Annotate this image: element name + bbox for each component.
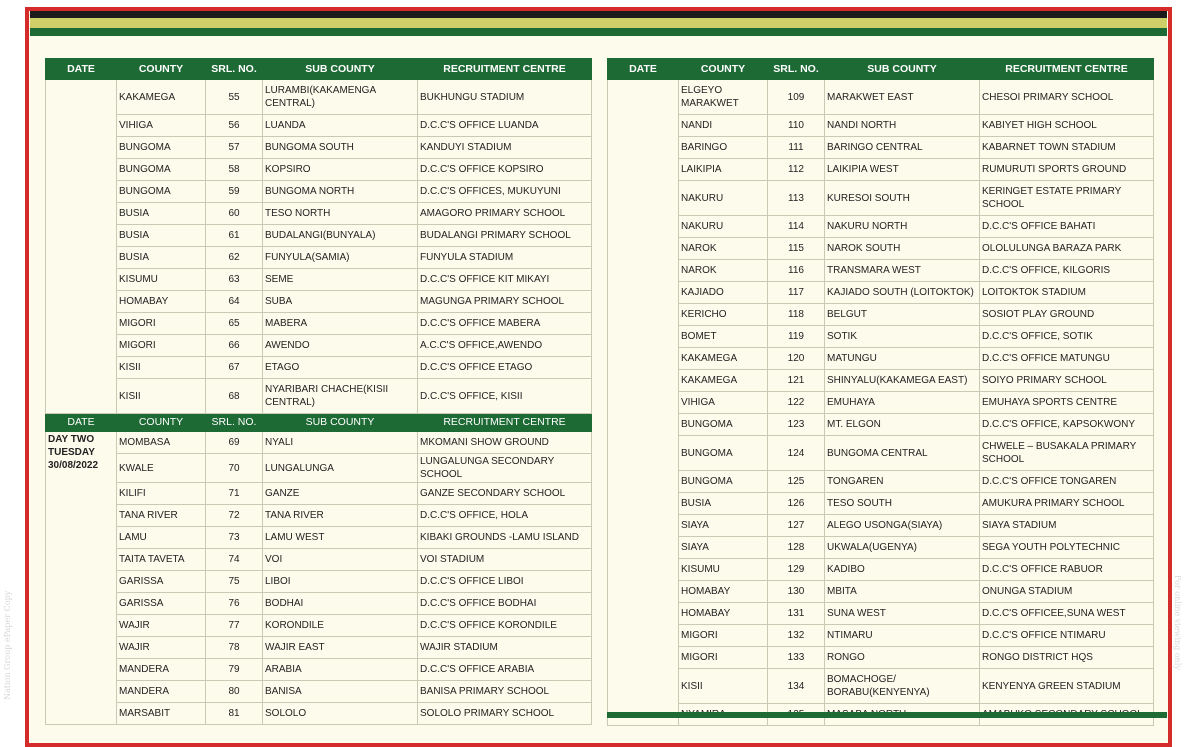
table-row [608,115,1154,137]
county-cell: MIGORI [117,335,206,357]
sub-county-cell: LURAMBI(KAKAMENGA CENTRAL) [263,80,418,115]
date-cell [46,432,117,725]
srl-cell: 63 [206,269,263,291]
left-recruitment-table [45,58,592,725]
sub-county-cell: BARINGO CENTRAL [825,137,980,159]
county-cell: NANDI [679,115,768,137]
header-srl: SRL. NO. [768,59,825,80]
srl-cell: 110 [768,115,825,137]
srl-cell: 126 [768,493,825,515]
table-row [608,181,1154,216]
srl-cell: 75 [206,571,263,593]
table-row [608,326,1154,348]
srl-cell: 114 [768,216,825,238]
srl-cell: 118 [768,304,825,326]
county-cell: KISII [117,357,206,379]
centre-cell: D.C.C'S OFFICE BAHATI [980,216,1154,238]
county-cell: KAKAMEGA [117,80,206,115]
header-centre: RECRUITMENT CENTRE [980,59,1154,80]
srl-cell: 69 [206,432,263,454]
srl-cell: 134 [768,669,825,704]
table-row [46,659,592,681]
srl-cell: 71 [206,483,263,505]
sub-county-cell: GANZE [263,483,418,505]
sub-county-cell: MABERA [263,313,418,335]
srl-cell: 111 [768,137,825,159]
table-row [608,282,1154,304]
table-row [46,291,592,313]
srl-cell: 65 [206,313,263,335]
sub-county-cell: SOLOLO [263,703,418,725]
centre-cell: MAGUNGA PRIMARY SCHOOL [418,291,592,313]
table-row [608,216,1154,238]
srl-cell: 77 [206,615,263,637]
sub-county-cell: ALEGO USONGA(SIAYA) [825,515,980,537]
table-row [608,436,1154,471]
table-row [608,159,1154,181]
county-cell: KAKAMEGA [679,370,768,392]
county-cell: KAJIADO [679,282,768,304]
srl-cell: 128 [768,537,825,559]
centre-cell: D.C.C'S OFFICE TONGAREN [980,471,1154,493]
srl-cell: 80 [206,681,263,703]
header-srl: SRL. NO. [206,59,263,80]
srl-cell: 58 [206,159,263,181]
county-cell: BUSIA [117,203,206,225]
county-cell: WAJIR [117,615,206,637]
srl-cell: 116 [768,260,825,282]
county-cell: MOMBASA [117,432,206,454]
sub-county-cell: ETAGO [263,357,418,379]
centre-cell: SOIYO PRIMARY SCHOOL [980,370,1154,392]
srl-cell: 125 [768,471,825,493]
table-row [46,247,592,269]
sub-county-cell: NYALI [263,432,418,454]
srl-cell: 112 [768,159,825,181]
bottom-green-bar [607,712,1167,718]
centre-cell: KIBAKI GROUNDS -LAMU ISLAND [418,527,592,549]
sub-county-cell: KAJIADO SOUTH (LOITOKTOK) [825,282,980,304]
centre-cell: D.C.C'S OFFICE ARABIA [418,659,592,681]
header-centre: RECRUITMENT CENTRE [418,59,592,80]
centre-cell: D.C.C'S OFFICE NTIMARU [980,625,1154,647]
srl-cell: 66 [206,335,263,357]
sub-county-cell: KORONDILE [263,615,418,637]
centre-cell: D.C.C'S OFFICE, HOLA [418,505,592,527]
table-row [608,625,1154,647]
sub-county-cell: UKWALA(UGENYA) [825,537,980,559]
county-cell: VIHIGA [679,392,768,414]
sub-county-cell: NYARIBARI CHACHE(KISII CENTRAL) [263,379,418,414]
table-row [46,593,592,615]
table-row [608,471,1154,493]
srl-cell: 73 [206,527,263,549]
sub-county-cell: KOPSIRO [263,159,418,181]
county-cell: LAIKIPIA [679,159,768,181]
srl-cell: 59 [206,181,263,203]
srl-cell: 130 [768,581,825,603]
table-row [46,313,592,335]
sub-county-cell: ARABIA [263,659,418,681]
table-row [46,181,592,203]
county-cell: BUSIA [679,493,768,515]
table-row [608,137,1154,159]
table-row [46,115,592,137]
header-county: COUNTY [117,414,206,432]
county-cell: LAMU [117,527,206,549]
county-cell: BOMET [679,326,768,348]
sub-county-cell: RONGO [825,647,980,669]
table-row [608,80,1154,115]
county-cell: KWALE [117,454,206,483]
sub-county-cell: TRANSMARA WEST [825,260,980,282]
county-cell: KILIFI [117,483,206,505]
table-row [608,669,1154,704]
county-cell: GARISSA [117,593,206,615]
county-cell: MIGORI [679,647,768,669]
centre-cell: KANDUYI STADIUM [418,137,592,159]
sub-county-cell: MATUNGU [825,348,980,370]
centre-cell: A.C.C'S OFFICE,AWENDO [418,335,592,357]
table-row [46,505,592,527]
srl-cell: 61 [206,225,263,247]
srl-cell: 131 [768,603,825,625]
centre-cell: D.C.C'S OFFICE KORONDILE [418,615,592,637]
table-row [46,681,592,703]
srl-cell: 124 [768,436,825,471]
srl-cell: 119 [768,326,825,348]
srl-cell: 120 [768,348,825,370]
county-cell: HOMABAY [117,291,206,313]
centre-cell: RUMURUTI SPORTS GROUND [980,159,1154,181]
county-cell: WAJIR [117,637,206,659]
centre-cell: D.C.C'S OFFICEE,SUNA WEST [980,603,1154,625]
table-header-row [608,59,1154,80]
county-cell: HOMABAY [679,603,768,625]
sub-county-cell: LUNGALUNGA [263,454,418,483]
table-row [608,414,1154,436]
centre-cell: D.C.C'S OFFICE LIBOI [418,571,592,593]
srl-cell: 60 [206,203,263,225]
centre-cell: AMUKURA PRIMARY SCHOOL [980,493,1154,515]
centre-cell: D.C.C'S OFFICES, MUKUYUNI [418,181,592,203]
srl-cell: 62 [206,247,263,269]
centre-cell: VOI STADIUM [418,549,592,571]
county-cell: BUSIA [117,225,206,247]
sub-county-cell: AWENDO [263,335,418,357]
county-cell: BUNGOMA [679,414,768,436]
sub-county-cell: KADIBO [825,559,980,581]
table-row [46,615,592,637]
sub-county-cell: SEME [263,269,418,291]
centre-cell: D.C.C'S OFFICE, KISII [418,379,592,414]
sub-county-cell: NANDI NORTH [825,115,980,137]
county-cell: MARSABIT [117,703,206,725]
date-cell [46,80,117,414]
county-cell: BUNGOMA [679,436,768,471]
centre-cell: KABARNET TOWN STADIUM [980,137,1154,159]
sub-county-cell: SUNA WEST [825,603,980,625]
date-label-line2: TUESDAY [48,447,95,458]
table-row [608,348,1154,370]
srl-cell: 55 [206,80,263,115]
centre-cell: MKOMANI SHOW GROUND [418,432,592,454]
county-cell: KAKAMEGA [679,348,768,370]
sub-county-cell: NAROK SOUTH [825,238,980,260]
date-label-line1: DAY TWO [48,434,95,445]
sub-county-cell: TONGAREN [825,471,980,493]
sub-county-cell: LIBOI [263,571,418,593]
centre-cell: KERINGET ESTATE PRIMARY SCHOOL [980,181,1154,216]
srl-cell: 79 [206,659,263,681]
centre-cell: KABIYET HIGH SCHOOL [980,115,1154,137]
centre-cell: EMUHAYA SPORTS CENTRE [980,392,1154,414]
header-sub-county: SUB COUNTY [263,59,418,80]
sub-county-cell: TANA RIVER [263,505,418,527]
top-stripe-black [30,11,1167,18]
county-cell: NAROK [679,238,768,260]
county-cell: GARISSA [117,571,206,593]
sub-county-cell: BOMACHOGE/ BORABU(KENYENYA) [825,669,980,704]
table-row [46,225,592,247]
table-row [46,549,592,571]
centre-cell: ONUNGA STADIUM [980,581,1154,603]
sub-county-cell: SHINYALU(KAKAMEGA EAST) [825,370,980,392]
county-cell: SIAYA [679,537,768,559]
header-srl: SRL. NO. [206,414,263,432]
table-row [608,392,1154,414]
srl-cell: 64 [206,291,263,313]
sub-county-cell: BUNGOMA NORTH [263,181,418,203]
table-row [46,454,592,483]
county-cell: KISII [679,669,768,704]
centre-cell: D.C.C'S OFFICE, KILGORIS [980,260,1154,282]
srl-cell: 109 [768,80,825,115]
srl-cell: 76 [206,593,263,615]
table-header-row [46,59,592,80]
sub-county-cell: VOI [263,549,418,571]
centre-cell: BANISA PRIMARY SCHOOL [418,681,592,703]
table-row [608,515,1154,537]
sub-county-cell: LUANDA [263,115,418,137]
county-cell: ELGEYO MARAKWET [679,80,768,115]
table-row [46,137,592,159]
centre-cell: AMAGORO PRIMARY SCHOOL [418,203,592,225]
table-row [46,703,592,725]
header-county: COUNTY [117,59,206,80]
table-row [608,304,1154,326]
table-row [46,203,592,225]
sub-county-cell: BUNGOMA SOUTH [263,137,418,159]
table-row [46,527,592,549]
srl-cell: 115 [768,238,825,260]
srl-cell: 129 [768,559,825,581]
table-row [46,80,592,115]
srl-cell: 113 [768,181,825,216]
sub-county-cell: BELGUT [825,304,980,326]
centre-cell: D.C.C'S OFFICE ETAGO [418,357,592,379]
county-cell: MANDERA [117,659,206,681]
sub-county-cell: KURESOI SOUTH [825,181,980,216]
srl-cell: 57 [206,137,263,159]
table-row [608,537,1154,559]
sub-county-cell: BUDALANGI(BUNYALA) [263,225,418,247]
county-cell: KERICHO [679,304,768,326]
header-county: COUNTY [679,59,768,80]
header-centre: RECRUITMENT CENTRE [418,414,592,432]
sub-county-cell: WAJIR EAST [263,637,418,659]
county-cell: MANDERA [117,681,206,703]
county-cell: BUNGOMA [117,137,206,159]
srl-cell: 72 [206,505,263,527]
county-cell: TANA RIVER [117,505,206,527]
sub-county-cell: TESO SOUTH [825,493,980,515]
sub-county-cell: MARAKWET EAST [825,80,980,115]
table-row [608,603,1154,625]
centre-cell: GANZE SECONDARY SCHOOL [418,483,592,505]
centre-cell: D.C.C'S OFFICE MATUNGU [980,348,1154,370]
sub-county-cell: SUBA [263,291,418,313]
table-row [608,260,1154,282]
table-row [46,357,592,379]
centre-cell: LUNGALUNGA SECONDARY SCHOOL [418,454,592,483]
county-cell: KISII [117,379,206,414]
centre-cell: WAJIR STADIUM [418,637,592,659]
sub-county-cell: SOTIK [825,326,980,348]
centre-cell: RONGO DISTRICT HQS [980,647,1154,669]
srl-cell: 132 [768,625,825,647]
centre-cell: SOLOLO PRIMARY SCHOOL [418,703,592,725]
centre-cell: D.C.C'S OFFICE KOPSIRO [418,159,592,181]
county-cell: NAKURU [679,216,768,238]
srl-cell: 121 [768,370,825,392]
header-sub-county: SUB COUNTY [263,414,418,432]
county-cell: TAITA TAVETA [117,549,206,571]
county-cell: BUNGOMA [117,181,206,203]
county-cell: VIHIGA [117,115,206,137]
county-cell: MIGORI [679,625,768,647]
centre-cell: SIAYA STADIUM [980,515,1154,537]
table-row [608,493,1154,515]
srl-cell: 117 [768,282,825,304]
centre-cell: BUKHUNGU STADIUM [418,80,592,115]
table-row [46,483,592,505]
sub-county-cell: NTIMARU [825,625,980,647]
centre-cell: D.C.C'S OFFICE BODHAI [418,593,592,615]
table-row [46,269,592,291]
sub-county-cell: BODHAI [263,593,418,615]
centre-cell: CHESOI PRIMARY SCHOOL [980,80,1154,115]
table-row [608,647,1154,669]
table-row [608,370,1154,392]
county-cell: BUSIA [117,247,206,269]
county-cell: NAROK [679,260,768,282]
county-cell: KISUMU [679,559,768,581]
table-row [608,238,1154,260]
centre-cell: D.C.C'S OFFICE LUANDA [418,115,592,137]
table-header-row-day-two [46,414,592,432]
srl-cell: 133 [768,647,825,669]
centre-cell: D.C.C'S OFFICE RABUOR [980,559,1154,581]
srl-cell: 123 [768,414,825,436]
centre-cell: FUNYULA STADIUM [418,247,592,269]
centre-cell: SEGA YOUTH POLYTECHNIC [980,537,1154,559]
table-row [46,379,592,414]
county-cell: BUNGOMA [117,159,206,181]
srl-cell: 78 [206,637,263,659]
centre-cell: BUDALANGI PRIMARY SCHOOL [418,225,592,247]
side-watermark-right: For online viewing only [1173,575,1182,670]
sub-county-cell: LAIKIPIA WEST [825,159,980,181]
centre-cell: D.C.C'S OFFICE KIT MIKAYI [418,269,592,291]
county-cell: HOMABAY [679,581,768,603]
srl-cell: 70 [206,454,263,483]
table-row [608,581,1154,603]
county-cell: NAKURU [679,181,768,216]
centre-cell: LOITOKTOK STADIUM [980,282,1154,304]
centre-cell: SOSIOT PLAY GROUND [980,304,1154,326]
table-row [46,637,592,659]
sub-county-cell: FUNYULA(SAMIA) [263,247,418,269]
sub-county-cell: EMUHAYA [825,392,980,414]
centre-cell: OLOLULUNGA BARAZA PARK [980,238,1154,260]
top-stripe-green [30,28,1167,36]
table-row [46,159,592,181]
table-row [608,559,1154,581]
side-watermark-left: Nation Group ePaper Copy [3,590,12,700]
table-row [46,432,592,454]
sub-county-cell: BANISA [263,681,418,703]
srl-cell: 68 [206,379,263,414]
sub-county-cell: MT. ELGON [825,414,980,436]
header-sub-county: SUB COUNTY [825,59,980,80]
srl-cell: 74 [206,549,263,571]
srl-cell: 56 [206,115,263,137]
sub-county-cell: TESO NORTH [263,203,418,225]
right-recruitment-table [607,58,1154,726]
header-date: DATE [46,414,117,432]
srl-cell: 127 [768,515,825,537]
county-cell: MIGORI [117,313,206,335]
sub-county-cell: MBITA [825,581,980,603]
centre-cell: CHWELE – BUSAKALA PRIMARY SCHOOL [980,436,1154,471]
date-label-line3: 30/08/2022 [48,460,99,471]
centre-cell: D.C.C'S OFFICE MABERA [418,313,592,335]
header-date: DATE [608,59,679,80]
top-stripe-yellow [30,18,1167,28]
county-cell: SIAYA [679,515,768,537]
header-date: DATE [46,59,117,80]
table-row [46,571,592,593]
county-cell: KISUMU [117,269,206,291]
centre-cell: KENYENYA GREEN STADIUM [980,669,1154,704]
table-row [46,335,592,357]
county-cell: BARINGO [679,137,768,159]
centre-cell: D.C.C'S OFFICE, SOTIK [980,326,1154,348]
sub-county-cell: LAMU WEST [263,527,418,549]
srl-cell: 67 [206,357,263,379]
date-cell [608,80,679,726]
srl-cell: 81 [206,703,263,725]
county-cell: BUNGOMA [679,471,768,493]
sub-county-cell: NAKURU NORTH [825,216,980,238]
sub-county-cell: BUNGOMA CENTRAL [825,436,980,471]
srl-cell: 122 [768,392,825,414]
centre-cell: D.C.C'S OFFICE, KAPSOKWONY [980,414,1154,436]
